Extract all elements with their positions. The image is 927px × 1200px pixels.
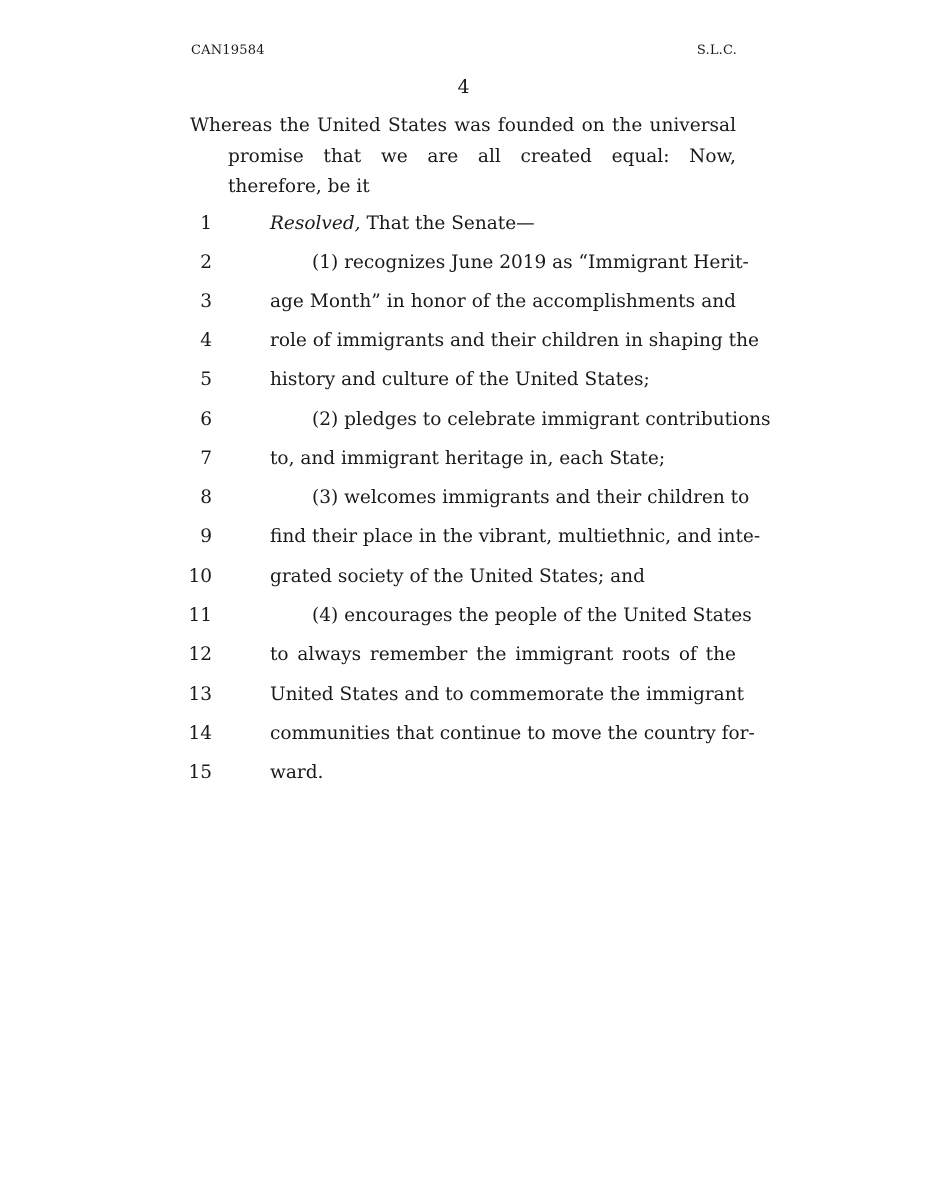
text-line [0, 447, 927, 486]
line-number: 13 [188, 684, 212, 705]
line-text: age Month” in honor of the accomplishments and [270, 291, 736, 312]
text-line [0, 329, 927, 368]
line-number: 14 [188, 723, 212, 744]
line-number: 3 [200, 291, 212, 312]
text-line [0, 408, 927, 447]
line-number: 12 [188, 644, 212, 665]
line-number: 9 [200, 526, 212, 547]
line-number: 15 [188, 762, 212, 783]
resolved-word: Resolved, [270, 213, 361, 234]
text-line [0, 565, 927, 604]
office-code: S.L.C. [696, 43, 737, 58]
line-text: communities that continue to move the country for- [270, 723, 755, 744]
text-line [0, 722, 927, 761]
line-text: to, and immigrant heritage in, each State; [270, 448, 666, 469]
text-line [0, 525, 927, 564]
text-line [0, 604, 927, 643]
text-line [0, 683, 927, 722]
line-text: United States and to commemorate the immigrant [270, 684, 745, 705]
text-line [0, 761, 927, 800]
line-text: grated society of the United States; and [270, 566, 645, 587]
text-line [0, 251, 927, 290]
line-number: 8 [200, 487, 212, 508]
line-number: 1 [200, 213, 212, 234]
resolving-clause [270, 212, 736, 236]
line-number: 4 [200, 330, 212, 351]
line-text: role of immigrants and their children in shaping the [270, 330, 759, 351]
text-line [0, 290, 927, 329]
line-number: 6 [200, 409, 212, 430]
page-number: 4 [457, 76, 470, 98]
line-number: 2 [200, 252, 212, 273]
document-id: CAN19584 [191, 43, 265, 58]
line-number: 10 [188, 566, 212, 587]
line-text: find their place in the vibrant, multiethnic, and inte- [270, 526, 761, 547]
whereas-text: Whereas the United States was founded on the universal promise that we are all created equal: Now, therefore, be it [190, 115, 736, 197]
line-text: (1) recognizes June 2019 as “Immigrant Herit- [312, 252, 749, 273]
line-text: (4) encourages the people of the United States [312, 605, 752, 626]
line-number: 7 [200, 448, 212, 469]
line-text: (3) welcomes immigrants and their children to [312, 487, 750, 508]
resolving-line [0, 212, 927, 251]
line-text: to always remember the immigrant roots of the [270, 644, 736, 665]
text-line [0, 486, 927, 525]
line-text: history and culture of the United States; [270, 369, 650, 390]
line-number: 11 [188, 605, 212, 626]
line-text: ward. [270, 762, 324, 783]
line-number: 5 [200, 369, 212, 390]
whereas-clause [190, 111, 736, 203]
text-line [0, 643, 927, 682]
line-text: (2) pledges to celebrate immigrant contributions [312, 409, 771, 430]
resolved-rest: That the Senate— [360, 213, 535, 234]
text-line [0, 368, 927, 407]
